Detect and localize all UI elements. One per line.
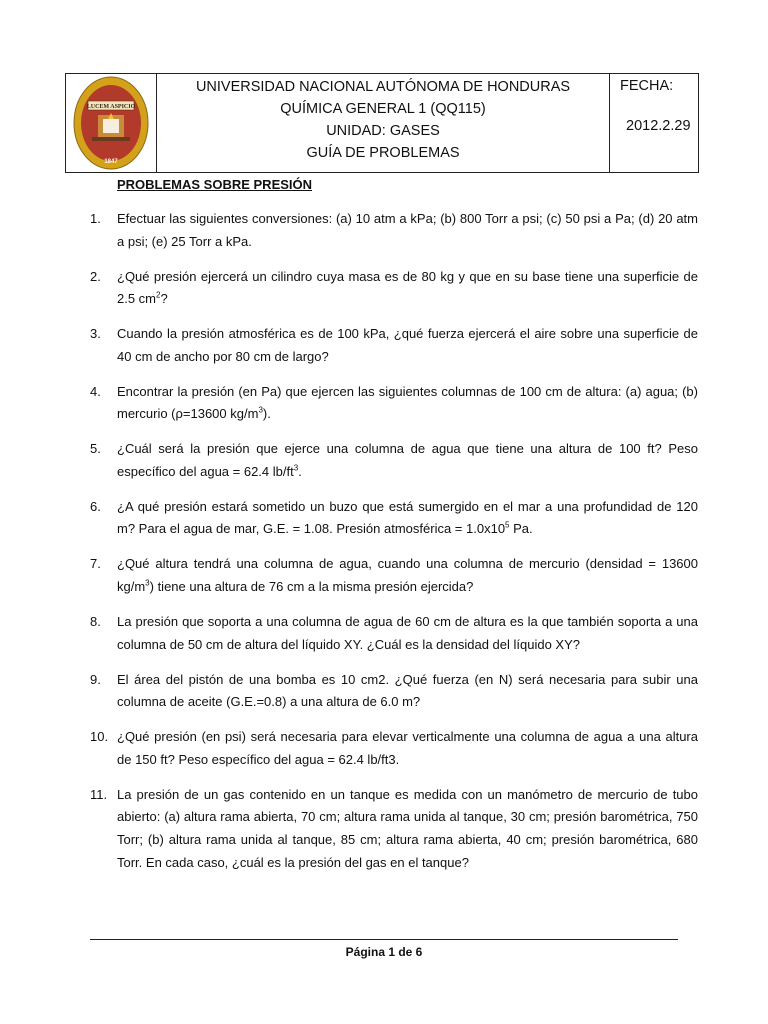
- problem-item: [90, 669, 698, 714]
- problem-item: [90, 266, 698, 311]
- problem-number: 5.: [90, 441, 101, 457]
- header-table: [65, 73, 699, 173]
- problem-number: 1.: [90, 211, 101, 226]
- problem-item: [90, 784, 698, 874]
- logo-cell: [66, 74, 157, 172]
- university-seal-logo: [72, 75, 150, 171]
- problem-text: ¿Qué altura tendrá una columna de agua, cuando una columna de mercurio (densidad = 13600 $kg/m^3$) tiene una altura de 76 cm a la misma presión ejercida?: [117, 556, 698, 595]
- guide-title: GUÍA DE PROBLEMAS: [306, 145, 460, 161]
- problem-number: 11.: [90, 786, 108, 802]
- problem-number: 7.: [90, 556, 101, 572]
- problem-text: Efectuar las siguientes conversiones: (a) 10 atm a kPa; (b) 800 Torr a psi; (c) 50 psi a Pa; (d) 20 atm a psi; (e) 25 Torr a kPa.: [117, 211, 698, 249]
- problem-number: 9.: [90, 671, 101, 687]
- problem-number: 2.: [90, 268, 101, 284]
- problem-number: 8.: [90, 614, 101, 630]
- problem-text: Cuando la presión atmosférica es de 100 kPa, ¿qué fuerza ejercerá el aire sobre una superficie de 40 cm de ancho por 80 cm de largo?: [117, 326, 698, 364]
- problem-item: [90, 438, 698, 483]
- footer-divider: [90, 939, 678, 940]
- page-number: Página 1 de 6: [345, 945, 423, 959]
- date-label: FECHA:: [620, 78, 674, 94]
- problem-text: Encontrar la presión (en Pa) que ejercen las siguientes columnas de 100 cm de altura: (a) agua; (b) mercurio (ρ=13600 $kg/m^3$).: [117, 383, 698, 422]
- date-value: 2012.2.29: [626, 118, 691, 134]
- problem-text: ¿Qué presión ejercerá un cilindro cuya masa es de 80 kg y que en su base tiene una superficie de 2.5 $cm^2$?: [117, 268, 698, 307]
- svg-text:LUCEM ASPICIO: LUCEM ASPICIO: [86, 104, 136, 110]
- title-cell: [157, 74, 610, 172]
- problem-item: [90, 323, 698, 368]
- problem-text: ¿Qué presión (en psi) será necesaria para elevar verticalmente una columna de agua a una altura de 150 ft? Peso específico del agua = 62.4 lb/ft3.: [117, 729, 698, 767]
- problem-item: [90, 381, 698, 426]
- unit-name: UNIDAD: GASES: [326, 123, 440, 139]
- problem-item: [90, 553, 698, 598]
- problem-text: El área del pistón de una bomba es 10 cm2. ¿Qué fuerza (en N) será necesaria para subir una columna de aceite (G.E.=0.8) a una altura de 6.0 m?: [117, 671, 698, 710]
- problem-text: ¿A qué presión estará sometido un buzo que está sumergido en el mar a una profundidad de 120 m? Para el agua de mar, G.E. = 1.08. Presión atmosférica = $1.0x10^5$ Pa.: [117, 498, 698, 537]
- date-cell: [610, 74, 698, 172]
- problem-number: 3.: [90, 326, 101, 342]
- problem-text: La presión que soporta a una columna de agua de 60 cm de altura es la que también soporta a una columna de 50 cm de altura del líquido XY. ¿Cuál es la densidad del líquido XY?: [117, 614, 698, 652]
- problem-text: La presión de un gas contenido en un tanque es medida con un manómetro de mercurio de tubo abierto: (a) altura rama abierta, 70 cm; altura rama unida al tanque, 30 cm; presión barométrica, 750 Torr; (b) altura rama unida al tanque, 85 cm; altura rama abierta, 40 cm; presión barométrica, 680 Torr. En cada caso, ¿cuál es la presión del gas en el tanque?: [117, 786, 698, 870]
- problem-list: [90, 208, 698, 887]
- problem-item: [90, 726, 698, 771]
- problem-text: ¿Cuál será la presión que ejerce una columna de agua que tiene una altura de 100 ft? Peso específico del agua = 62.4 $lb/ft^3$.: [117, 441, 698, 479]
- problem-item: [90, 496, 698, 541]
- problem-item: [90, 208, 698, 253]
- section-title: PROBLEMAS SOBRE PRESIÓN: [117, 177, 313, 192]
- problem-number: 4.: [90, 383, 101, 399]
- problem-number: 10.: [90, 729, 109, 745]
- university-name: UNIVERSIDAD NACIONAL AUTÓNOMA DE HONDURAS: [195, 79, 571, 95]
- svg-text:1847: 1847: [104, 159, 118, 165]
- problem-number: 6.: [90, 498, 101, 514]
- problem-item: [90, 611, 698, 656]
- course-name: QUÍMICA GENERAL 1 (QQ115): [280, 101, 486, 117]
